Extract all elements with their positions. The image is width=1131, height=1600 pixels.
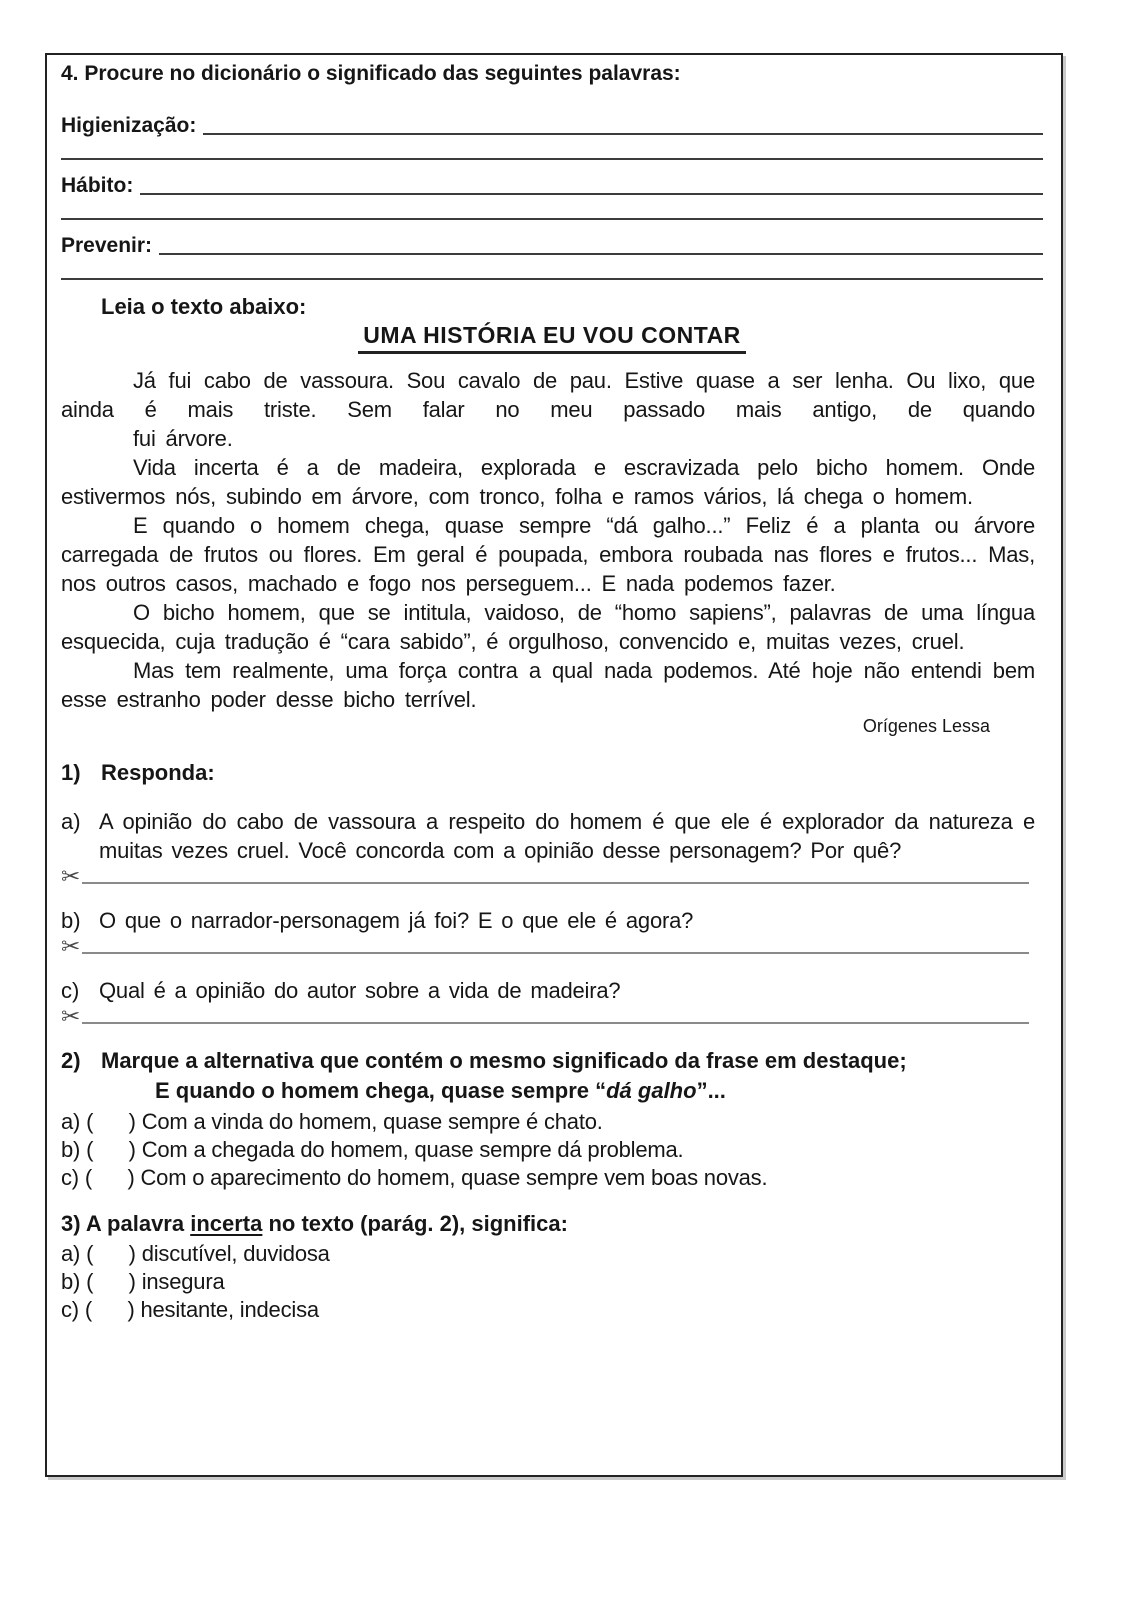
dict-word-row-higienizacao [61, 112, 1043, 138]
option-row: a) ( ) Com a vinda do homem, quase sempre é chato. [61, 1109, 603, 1134]
reading-instruction: Leia o texto abaixo: [101, 294, 307, 319]
story-title-wrap [61, 320, 1043, 354]
item-text: Qual é a opinião do autor sobre a vida de madeira? [99, 978, 621, 1003]
story-paragraph: Já fui cabo de vassoura. Sou cavalo de pau. Estive quase a ser lenha. Ou lixo, que ainda é mais triste. Sem falar no meu passado mais antigo, de quando [61, 368, 1035, 422]
item-text: O que o narrador-personagem já foi? E o que ele é agora? [99, 908, 694, 933]
option-row: c) ( ) Com o aparecimento do homem, quase sempre vem boas novas. [61, 1165, 768, 1190]
question-2-options [61, 1108, 1043, 1192]
answer-line [82, 951, 1029, 954]
option-row: c) ( ) hesitante, indecisa [61, 1297, 319, 1322]
phrase-after: ”... [696, 1078, 726, 1103]
option-row: b) ( ) Com a chegada do homem, quase sempre dá problema. [61, 1137, 684, 1162]
answer-line-continuation [61, 217, 1043, 220]
dict-word-label: Higienização: [61, 114, 197, 137]
author-attribution: Orígenes Lessa [862, 716, 990, 736]
story-text [61, 366, 1035, 714]
question-1-item-b [61, 906, 1043, 935]
question-2-title [61, 1048, 1043, 1074]
scissors-icon: ✂ [61, 863, 81, 889]
cut-answer-line [61, 1003, 1043, 1029]
answer-line [82, 1021, 1029, 1024]
option-row: a) ( ) discutível, duvidosa [61, 1241, 330, 1266]
cut-answer-line [61, 933, 1043, 959]
answer-line-continuation [61, 277, 1043, 280]
question-3-options [61, 1240, 1043, 1324]
item-letter: a) [61, 809, 81, 834]
story-paragraph: Mas tem realmente, uma força contra a qual nada podemos. Até hoje não entendi bem esse estranho poder desse bicho terrível. [61, 658, 1035, 712]
title-after: no texto (parág. 2), significa: [262, 1211, 568, 1236]
question-1-number: 1) [61, 760, 81, 785]
cut-answer-line [61, 863, 1043, 889]
story-title: UMA HISTÓRIA EU VOU CONTAR [358, 320, 746, 354]
answer-line [82, 881, 1029, 884]
item-text: A opinião do cabo de vassoura a respeito do homem é que ele é explorador da natureza e muitas vezes cruel. Você concorda com a opinião desse personagem? Por quê? [99, 809, 1035, 863]
item-letter: b) [61, 908, 81, 933]
story-paragraph: fui árvore. [133, 426, 233, 451]
phrase-emphasis: dá galho [606, 1078, 697, 1103]
title-before: 3) A palavra [61, 1211, 191, 1236]
dict-word-label: Hábito: [61, 174, 134, 197]
dict-word-label: Prevenir: [61, 234, 153, 257]
question-3-title [61, 1210, 1043, 1237]
story-paragraph: E quando o homem chega, quase sempre “dá galho...” Feliz é a planta ou árvore carregada de frutos ou flores. Em geral é poupada, embora roubada nas flores e frutos... Mas, nos outros casos, machado e fogo nos perseguem... E nada podemos fazer. [61, 513, 1035, 596]
question-1-item-a [61, 807, 1043, 865]
option-row: b) ( ) insegura [61, 1269, 225, 1294]
question-1-label: Responda: [101, 760, 215, 785]
dict-word-row-prevenir [61, 232, 1043, 258]
answer-line [203, 132, 1043, 135]
answer-line [159, 252, 1043, 255]
question-2-highlighted-phrase [155, 1076, 1043, 1105]
question-2-number: 2) [61, 1048, 81, 1073]
story-paragraph: O bicho homem, que se intitula, vaidoso, de “homo sapiens”, palavras de uma língua esquecida, cuja tradução é “cara sabido”, é orgulhoso, convencido e, muitas vezes, cruel. [61, 600, 1035, 654]
question-2-label: Marque a alternativa que contém o mesmo significado da frase em destaque; [101, 1048, 907, 1073]
item-letter: c) [61, 978, 80, 1003]
phrase-before: E quando o homem chega, quase sempre “ [155, 1078, 607, 1103]
scissors-icon: ✂ [61, 1003, 81, 1029]
scissors-icon: ✂ [61, 933, 81, 959]
question-1-title [61, 760, 1043, 786]
answer-line-continuation [61, 157, 1043, 160]
dict-word-row-habito [61, 172, 1043, 198]
story-paragraph: Vida incerta é a de madeira, explorada e escravizada pelo bicho homem. Onde estivermos nós, subindo em árvore, com tronco, folha e ramos vários, lá chega o homem. [61, 455, 1035, 509]
worksheet-box [45, 53, 1063, 1477]
question-1-item-c [61, 976, 1043, 1005]
question-4-title: 4. Procure no dicionário o significado das seguintes palavras: [61, 62, 681, 85]
underlined-word: incerta [190, 1211, 263, 1236]
answer-line [140, 192, 1043, 195]
